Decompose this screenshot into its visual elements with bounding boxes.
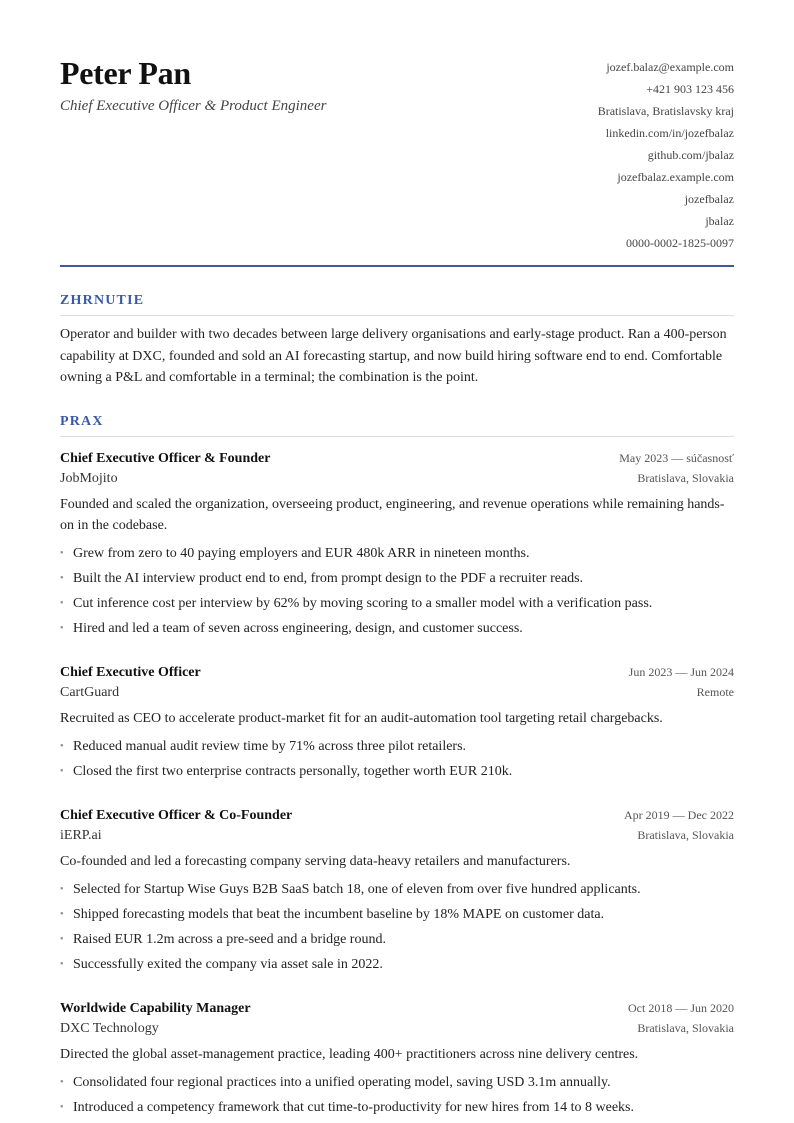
achievement-item	[60, 541, 734, 566]
contact-phone: +421 903 123 456	[646, 82, 734, 96]
contact-location: Bratislava, Bratislavsky kraj	[597, 104, 734, 118]
achievement-item	[60, 927, 734, 952]
contact-username: jbalaz	[705, 214, 734, 228]
summary-section	[60, 293, 734, 389]
achievement-item	[60, 1095, 734, 1120]
job-location: Bratislava, Slovakia	[637, 471, 734, 485]
contact-list	[598, 56, 734, 254]
summary-heading: ZHRNUTIE	[60, 293, 734, 316]
bullet-icon: •	[60, 909, 64, 920]
achievement-text: Grew from zero to 40 paying employers and EUR 480k ARR in nineteen months.	[73, 546, 530, 561]
contact-handle: jozefbalaz	[684, 192, 734, 206]
job-title: Chief Executive Officer & Founder	[60, 451, 271, 466]
achievement-text: Closed the first two enterprise contracts personally, together worth EUR 210k.	[73, 764, 513, 779]
job-location: Remote	[696, 685, 734, 699]
achievement-item	[60, 902, 734, 927]
bullet-icon: •	[60, 1102, 64, 1113]
achievement-item	[60, 734, 734, 759]
job-location: Bratislava, Slovakia	[637, 828, 734, 842]
achievement-item	[60, 566, 734, 591]
bullet-icon: •	[60, 1077, 64, 1088]
summary-text: Operator and builder with two decades between large delivery organisations and early-stage product. Ran a 400-person capability at DXC, founded and sold an AI forecasting startup, and now build hiring software end to end. Comfortable owning a P&L and comfortable in a terminal; the combination is the point.	[60, 327, 727, 385]
job-dates: May 2023 — súčasnosť	[619, 451, 734, 465]
job-entry	[60, 449, 734, 641]
achievement-text: Consolidated four regional practices into a unified operating model, saving USD 3.1m annually.	[73, 1075, 611, 1090]
candidate-name: Peter Pan	[60, 55, 191, 91]
bullet-icon: •	[60, 548, 64, 559]
resume-page	[60, 0, 734, 1115]
job-description: Co-founded and led a forecasting company serving data-heavy retailers and manufacturers.	[60, 854, 571, 869]
achievement-item	[60, 759, 734, 784]
job-achievements	[60, 734, 734, 784]
bullet-icon: •	[60, 959, 64, 970]
contact-orcid: 0000-0002-1825-0097	[626, 236, 734, 250]
candidate-headline: Chief Executive Officer & Product Engineer	[60, 98, 327, 114]
bullet-icon: •	[60, 573, 64, 584]
job-description: Directed the global asset-management practice, leading 400+ practitioners across nine delivery centres.	[60, 1047, 639, 1062]
achievement-text: Shipped forecasting models that beat the incumbent baseline by 18% MAPE on customer data.	[73, 907, 605, 922]
contact-linkedin: linkedin.com/in/jozefbalaz	[605, 126, 734, 140]
experience-section	[60, 414, 734, 437]
job-description: Recruited as CEO to accelerate product-market fit for an audit-automation tool targeting retail chargebacks.	[60, 711, 663, 726]
job-dates: Apr 2019 — Dec 2022	[624, 808, 734, 822]
achievement-text: Successfully exited the company via asset sale in 2022.	[73, 957, 383, 972]
job-achievements	[60, 1070, 734, 1120]
job-achievements	[60, 541, 734, 641]
job-entry	[60, 999, 734, 1120]
achievement-text: Selected for Startup Wise Guys B2B SaaS batch 18, one of eleven from over five hundred applicants.	[73, 882, 641, 897]
bullet-icon: •	[60, 884, 64, 895]
job-location: Bratislava, Slovakia	[637, 1021, 734, 1035]
job-description: Founded and scaled the organization, overseeing product, engineering, and revenue operations while remaining hands-on in the codebase.	[60, 497, 725, 533]
achievement-item	[60, 952, 734, 977]
job-title: Worldwide Capability Manager	[60, 1001, 251, 1016]
job-company: JobMojito	[60, 471, 118, 486]
bullet-icon: •	[60, 741, 64, 752]
job-company: DXC Technology	[60, 1021, 159, 1036]
bullet-icon: •	[60, 766, 64, 777]
job-achievements	[60, 877, 734, 977]
job-title: Chief Executive Officer	[60, 665, 201, 680]
contact-website: jozefbalaz.example.com	[617, 170, 734, 184]
resume-header	[60, 0, 734, 267]
experience-heading: PRAX	[60, 414, 734, 437]
job-company: CartGuard	[60, 685, 120, 700]
achievement-item	[60, 591, 734, 616]
bullet-icon: •	[60, 598, 64, 609]
achievement-text: Raised EUR 1.2m across a pre-seed and a bridge round.	[73, 932, 386, 947]
job-entry	[60, 806, 734, 977]
achievement-item	[60, 1070, 734, 1095]
job-dates: Jun 2023 — Jun 2024	[628, 665, 734, 679]
achievement-text: Hired and led a team of seven across engineering, design, and customer success.	[73, 621, 523, 636]
job-title: Chief Executive Officer & Co-Founder	[60, 808, 293, 823]
achievement-text: Cut inference cost per interview by 62% by moving scoring to a smaller model with a verification pass.	[73, 596, 653, 611]
achievement-text: Reduced manual audit review time by 71% across three pilot retailers.	[73, 739, 467, 754]
achievement-item	[60, 616, 734, 641]
achievement-text: Introduced a competency framework that cut time-to-productivity for new hires from 14 to 8 weeks.	[73, 1100, 634, 1115]
job-entry	[60, 663, 734, 784]
job-company: iERP.ai	[60, 828, 102, 843]
bullet-icon: •	[60, 934, 64, 945]
bullet-icon: •	[60, 623, 64, 634]
job-dates: Oct 2018 — Jun 2020	[628, 1001, 734, 1015]
contact-github: github.com/jbalaz	[647, 148, 734, 162]
contact-email: jozef.balaz@example.com	[606, 60, 734, 74]
achievement-text: Built the AI interview product end to end, from prompt design to the PDF a recruiter reads.	[73, 571, 584, 586]
achievement-item	[60, 877, 734, 902]
